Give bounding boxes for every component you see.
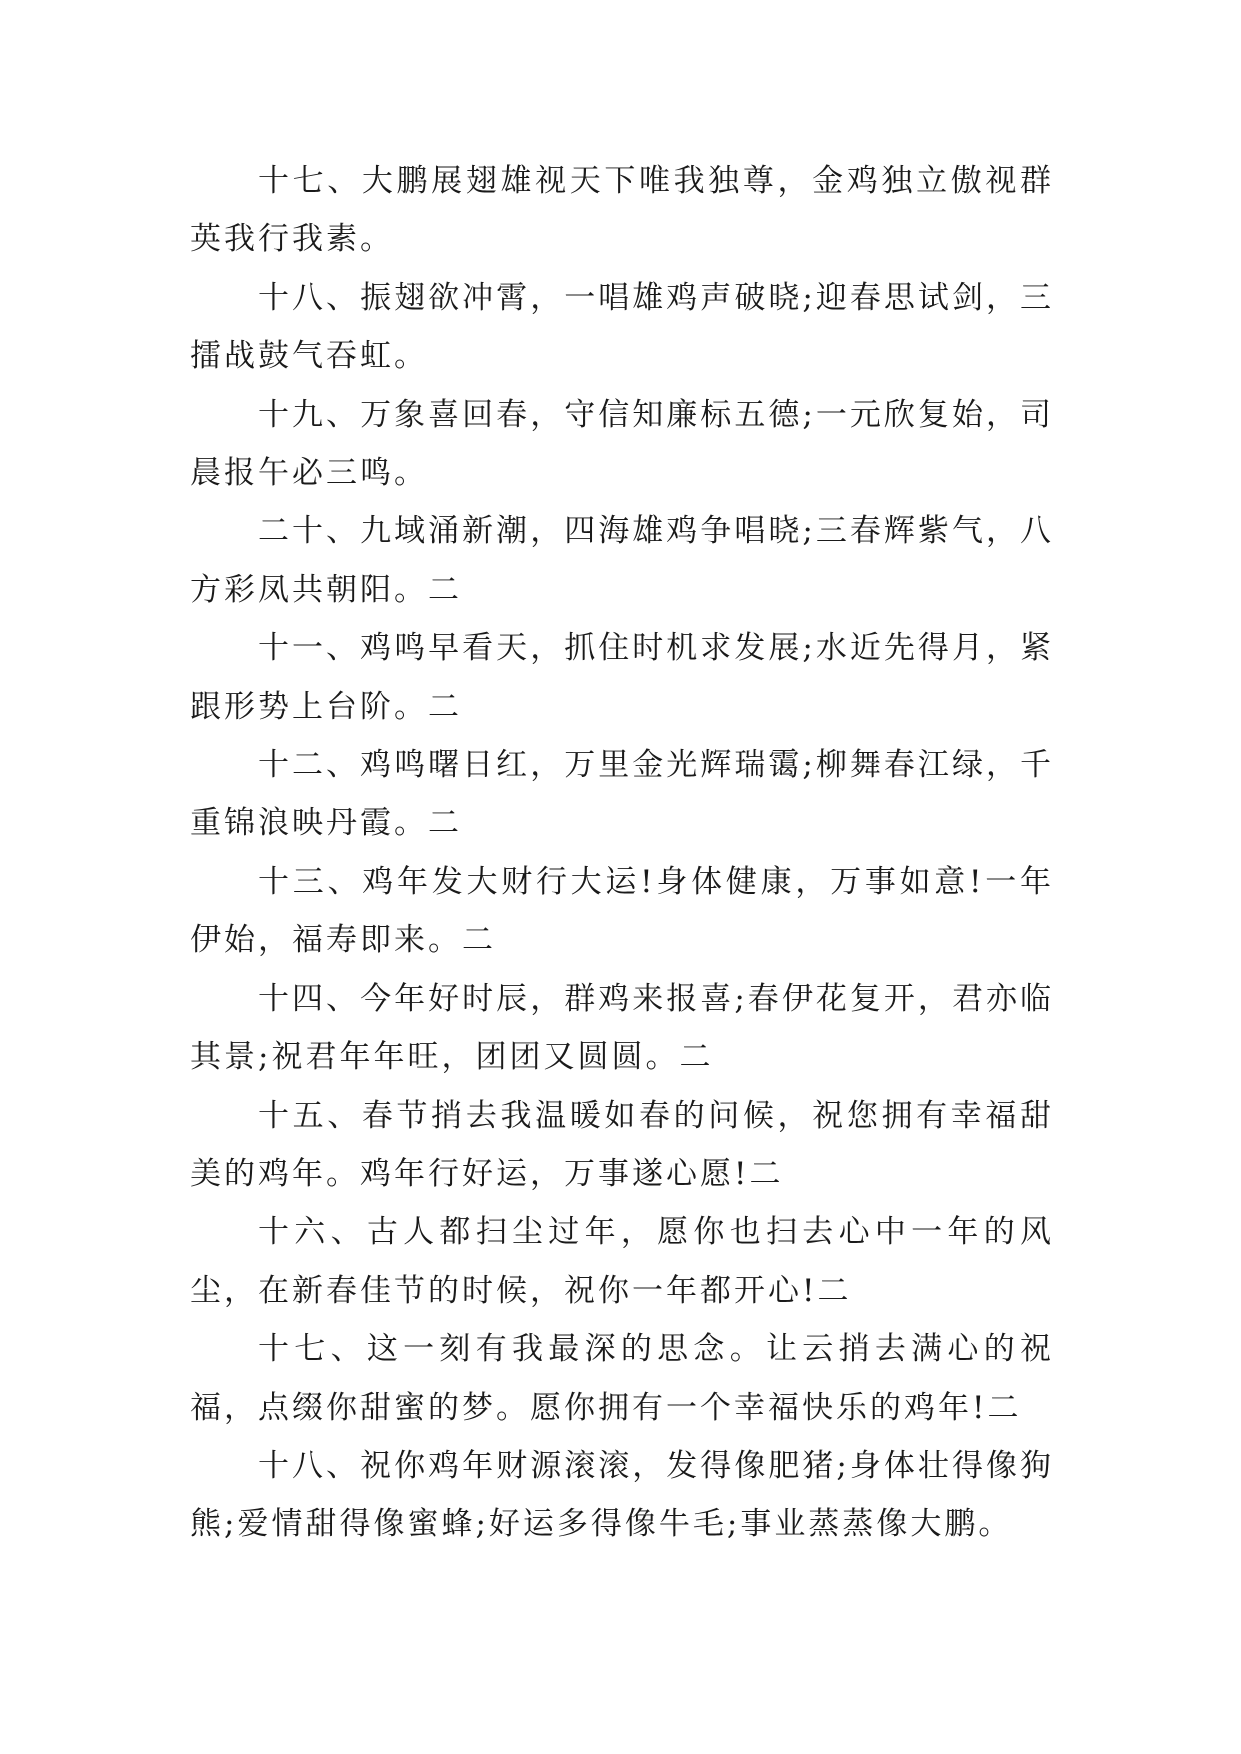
- paragraph-20: 二十、九域涌新潮，四海雄鸡争唱晓;三春辉紫气，八方彩凤共朝阳。二: [190, 513, 1054, 608]
- paragraph-17a: 十七、大鹏展翅雄视天下唯我独尊，金鸡独立傲视群英我行我素。: [190, 163, 1054, 258]
- paragraph-18b: 十八、祝你鸡年财源滚滚，发得像肥猪;身体壮得像狗熊;爱情甜得像蜜蜂;好运多得像牛毛;事业蒸蒸像大鹏。: [190, 1447, 1054, 1543]
- paragraph-14: 十四、今年好时辰，群鸡来报喜;春伊花复开，君亦临其景;祝君年年旺，团团又圆圆。二: [190, 980, 1054, 1076]
- paragraph-19: 十九、万象喜回春，守信知廉标五德;一元欣复始，司晨报午必三鸣。: [190, 396, 1054, 492]
- paragraph-12: 十二、鸡鸣曙日红，万里金光辉瑞霭;柳舞春江绿，千重锦浪映丹霞。二: [190, 747, 1054, 842]
- paragraph-18a: 十八、振翅欲冲霄，一唱雄鸡声破晓;迎春思试剑，三擂战鼓气吞虹。: [190, 279, 1054, 375]
- paragraph-13: 十三、鸡年发大财行大运!身体健康，万事如意!一年伊始，福寿即来。二: [190, 863, 1054, 959]
- paragraph-11: 十一、鸡鸣早看天，抓住时机求发展;水近先得月，紧跟形势上台阶。二: [190, 630, 1054, 725]
- paragraph-17b: 十七、这一刻有我最深的思念。让云捎去满心的祝福，点缀你甜蜜的梦。愿你拥有一个幸福快乐的鸡年!二: [190, 1331, 1054, 1426]
- paragraph-15: 十五、春节捎去我温暖如春的问候，祝您拥有幸福甜美的鸡年。鸡年行好运，万事遂心愿!二: [190, 1097, 1054, 1192]
- paragraph-16: 十六、古人都扫尘过年，愿你也扫去心中一年的风尘，在新春佳节的时候，祝你一年都开心!二: [190, 1214, 1054, 1309]
- document-body: [190, 152, 1054, 1554]
